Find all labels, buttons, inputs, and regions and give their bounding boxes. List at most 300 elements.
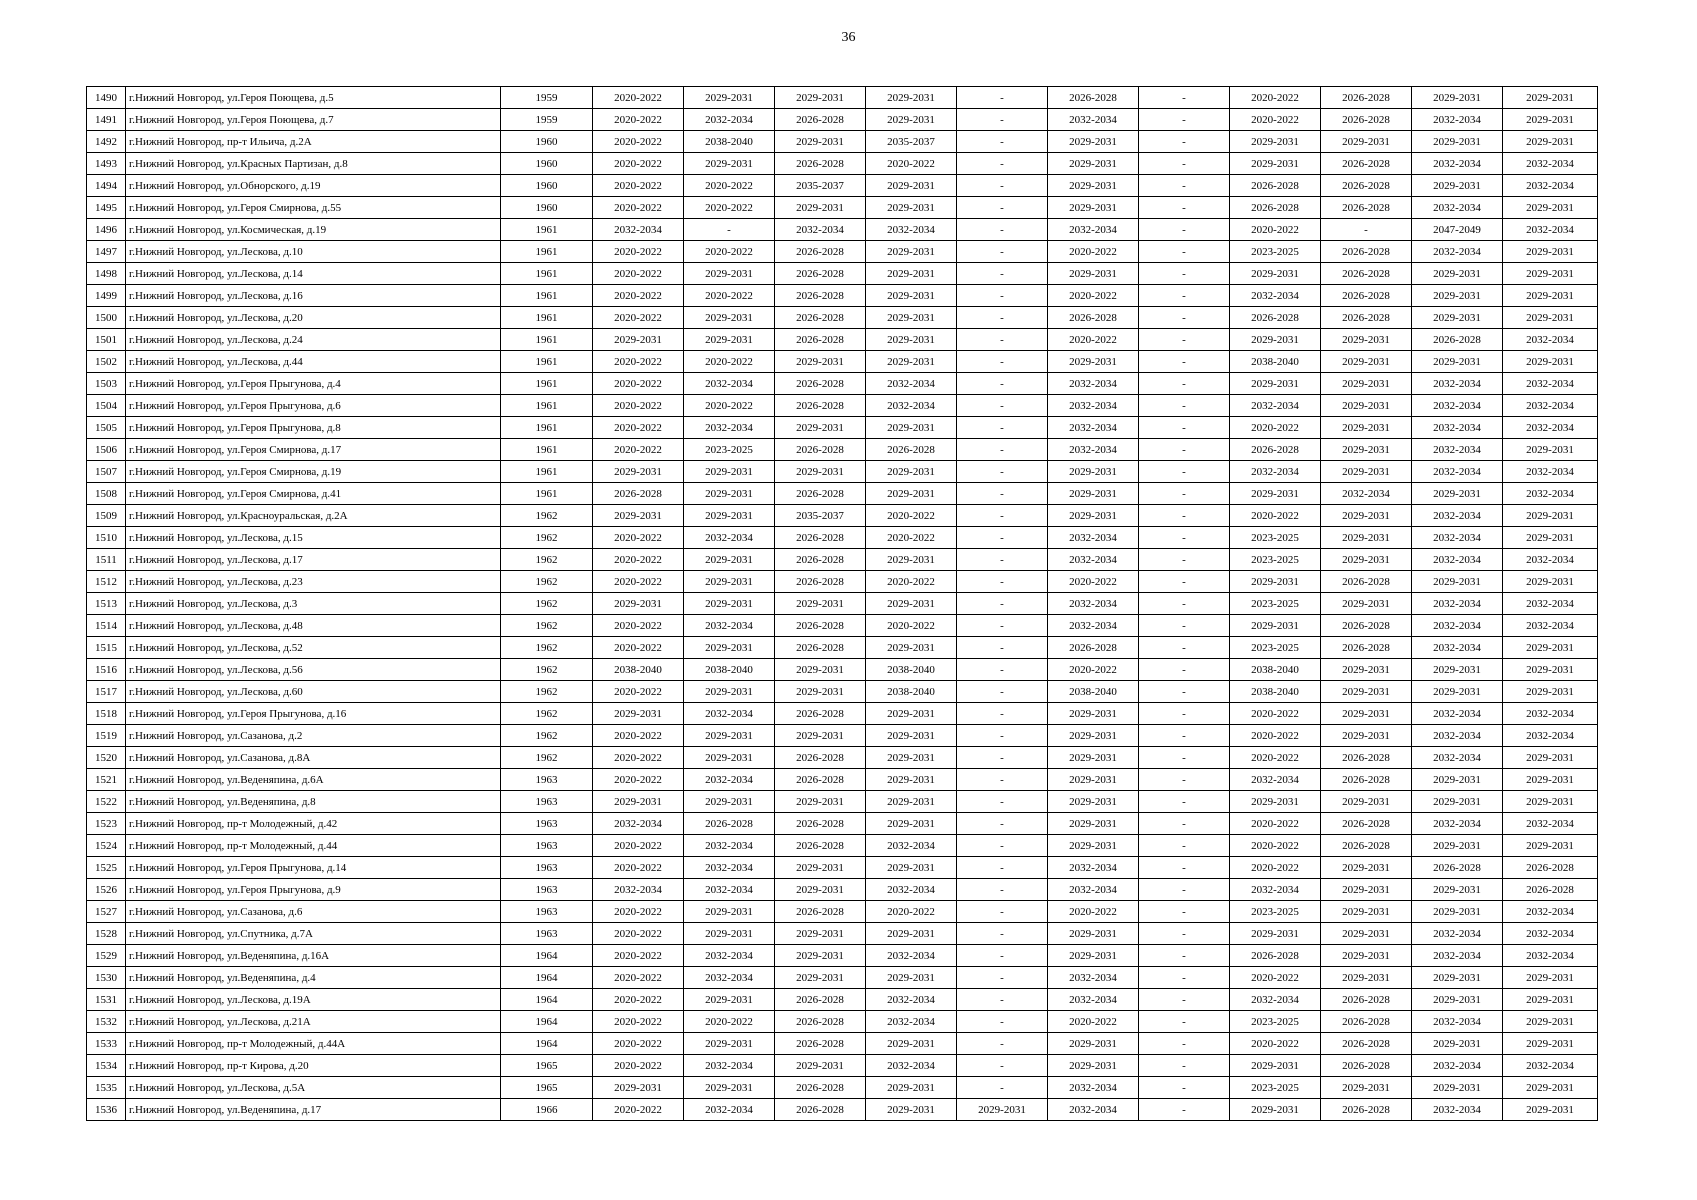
address-cell: г.Нижний Новгород, ул.Героя Прыгунова, д.9: [126, 879, 501, 901]
period-cell: 2032-2034: [1503, 923, 1598, 945]
period-cell: 2020-2022: [593, 1033, 684, 1055]
period-cell: 2032-2034: [1412, 505, 1503, 527]
row-number-cell: 1493: [87, 153, 126, 175]
period-cell: 2029-2031: [1503, 1099, 1598, 1121]
period-cell: 2029-2031: [1321, 505, 1412, 527]
period-cell: 2029-2031: [1321, 1077, 1412, 1099]
period-cell: 2029-2031: [866, 703, 957, 725]
period-cell: 2020-2022: [1048, 1011, 1139, 1033]
period-cell: 2020-2022: [1048, 901, 1139, 923]
period-cell: -: [957, 197, 1048, 219]
row-number-cell: 1517: [87, 681, 126, 703]
period-cell: 2029-2031: [1230, 1099, 1321, 1121]
period-cell: 2032-2034: [1230, 989, 1321, 1011]
year-cell: 1961: [501, 483, 593, 505]
period-cell: 2026-2028: [593, 483, 684, 505]
period-cell: 2035-2037: [775, 505, 866, 527]
period-cell: -: [1139, 285, 1230, 307]
period-cell: 2029-2031: [866, 329, 957, 351]
period-cell: 2029-2031: [1230, 923, 1321, 945]
period-cell: 2029-2031: [684, 923, 775, 945]
period-cell: 2029-2031: [1048, 197, 1139, 219]
period-cell: 2032-2034: [1412, 1099, 1503, 1121]
period-cell: 2026-2028: [775, 263, 866, 285]
period-cell: 2020-2022: [1230, 417, 1321, 439]
period-cell: 2029-2031: [1048, 131, 1139, 153]
period-cell: 2020-2022: [1230, 725, 1321, 747]
table-row: [87, 1099, 1598, 1121]
period-cell: 2020-2022: [593, 989, 684, 1011]
table-row: [87, 769, 1598, 791]
period-cell: 2029-2031: [866, 549, 957, 571]
period-cell: 2020-2022: [593, 835, 684, 857]
period-cell: 2029-2031: [1503, 307, 1598, 329]
period-cell: -: [1139, 945, 1230, 967]
period-cell: 2029-2031: [775, 681, 866, 703]
period-cell: 2032-2034: [866, 989, 957, 1011]
period-cell: 2026-2028: [1048, 87, 1139, 109]
period-cell: 2029-2031: [1321, 857, 1412, 879]
period-cell: 2029-2031: [1412, 263, 1503, 285]
period-cell: 2029-2031: [684, 1033, 775, 1055]
period-cell: 2029-2031: [1321, 373, 1412, 395]
period-cell: 2032-2034: [1321, 483, 1412, 505]
period-cell: 2029-2031: [593, 329, 684, 351]
period-cell: 2032-2034: [1048, 417, 1139, 439]
period-cell: -: [957, 615, 1048, 637]
period-cell: 2020-2022: [684, 197, 775, 219]
period-cell: 2029-2031: [1503, 263, 1598, 285]
period-cell: 2026-2028: [866, 439, 957, 461]
year-cell: 1962: [501, 637, 593, 659]
period-cell: 2029-2031: [1503, 527, 1598, 549]
period-cell: -: [1139, 901, 1230, 923]
period-cell: 2032-2034: [1503, 461, 1598, 483]
period-cell: 2029-2031: [1503, 1011, 1598, 1033]
period-cell: 2029-2031: [1412, 285, 1503, 307]
period-cell: 2032-2034: [1412, 395, 1503, 417]
period-cell: 2026-2028: [1230, 175, 1321, 197]
period-cell: -: [1139, 1055, 1230, 1077]
year-cell: 1962: [501, 571, 593, 593]
period-cell: 2029-2031: [593, 791, 684, 813]
period-cell: 2029-2031: [775, 659, 866, 681]
period-cell: 2029-2031: [1230, 373, 1321, 395]
period-cell: 2029-2031: [1321, 527, 1412, 549]
period-cell: 2035-2037: [866, 131, 957, 153]
table-row: [87, 637, 1598, 659]
period-cell: 2032-2034: [684, 945, 775, 967]
year-cell: 1962: [501, 681, 593, 703]
period-cell: 2020-2022: [1230, 835, 1321, 857]
period-cell: 2026-2028: [1321, 769, 1412, 791]
period-cell: -: [957, 989, 1048, 1011]
period-cell: 2020-2022: [593, 747, 684, 769]
period-cell: 2029-2031: [1048, 747, 1139, 769]
period-cell: 2029-2031: [1321, 901, 1412, 923]
period-cell: 2032-2034: [1503, 417, 1598, 439]
row-number-cell: 1528: [87, 923, 126, 945]
period-cell: 2029-2031: [1412, 967, 1503, 989]
period-cell: 2032-2034: [1503, 593, 1598, 615]
period-cell: 2020-2022: [593, 637, 684, 659]
period-cell: 2032-2034: [1503, 329, 1598, 351]
period-cell: 2035-2037: [775, 175, 866, 197]
period-cell: 2032-2034: [1412, 813, 1503, 835]
period-cell: 2029-2031: [1321, 351, 1412, 373]
period-cell: 2026-2028: [1321, 153, 1412, 175]
period-cell: -: [957, 901, 1048, 923]
period-cell: -: [1139, 747, 1230, 769]
table-row: [87, 153, 1598, 175]
period-cell: 2026-2028: [775, 109, 866, 131]
period-cell: -: [1139, 615, 1230, 637]
period-cell: 2032-2034: [1048, 439, 1139, 461]
address-cell: г.Нижний Новгород, ул.Красных Партизан, д.8: [126, 153, 501, 175]
period-cell: 2026-2028: [1503, 879, 1598, 901]
period-cell: 2029-2031: [1412, 87, 1503, 109]
row-number-cell: 1513: [87, 593, 126, 615]
year-cell: 1961: [501, 439, 593, 461]
period-cell: -: [957, 857, 1048, 879]
period-cell: 2029-2031: [1412, 659, 1503, 681]
period-cell: -: [1139, 263, 1230, 285]
period-cell: -: [957, 923, 1048, 945]
period-cell: 2026-2028: [775, 1033, 866, 1055]
table-row: [87, 131, 1598, 153]
address-cell: г.Нижний Новгород, ул.Героя Смирнова, д.19: [126, 461, 501, 483]
period-cell: 2032-2034: [1503, 153, 1598, 175]
address-cell: г.Нижний Новгород, ул.Лескова, д.60: [126, 681, 501, 703]
row-number-cell: 1518: [87, 703, 126, 725]
year-cell: 1965: [501, 1055, 593, 1077]
year-cell: 1962: [501, 615, 593, 637]
period-cell: -: [957, 527, 1048, 549]
table-row: [87, 329, 1598, 351]
row-number-cell: 1502: [87, 351, 126, 373]
period-cell: -: [957, 879, 1048, 901]
period-cell: 2029-2031: [866, 637, 957, 659]
year-cell: 1959: [501, 87, 593, 109]
row-number-cell: 1512: [87, 571, 126, 593]
period-cell: -: [1139, 219, 1230, 241]
period-cell: 2032-2034: [1503, 175, 1598, 197]
address-cell: г.Нижний Новгород, ул.Лескова, д.19А: [126, 989, 501, 1011]
period-cell: 2032-2034: [866, 1011, 957, 1033]
period-cell: 2032-2034: [1412, 373, 1503, 395]
address-cell: г.Нижний Новгород, ул.Героя Прыгунова, д.14: [126, 857, 501, 879]
row-number-cell: 1499: [87, 285, 126, 307]
period-cell: 2029-2031: [775, 879, 866, 901]
table-row: [87, 373, 1598, 395]
year-cell: 1966: [501, 1099, 593, 1121]
address-cell: г.Нижний Новгород, ул.Лескова, д.10: [126, 241, 501, 263]
period-cell: 2023-2025: [1230, 549, 1321, 571]
table-row: [87, 527, 1598, 549]
period-cell: 2026-2028: [1321, 615, 1412, 637]
address-cell: г.Нижний Новгород, ул.Веденяпина, д.16А: [126, 945, 501, 967]
period-cell: 2029-2031: [1048, 263, 1139, 285]
period-cell: 2029-2031: [1230, 791, 1321, 813]
period-cell: 2032-2034: [1048, 593, 1139, 615]
period-cell: 2029-2031: [684, 1077, 775, 1099]
period-cell: 2032-2034: [1230, 461, 1321, 483]
period-cell: 2020-2022: [593, 241, 684, 263]
address-cell: г.Нижний Новгород, ул.Героя Смирнова, д.55: [126, 197, 501, 219]
row-number-cell: 1510: [87, 527, 126, 549]
period-cell: 2026-2028: [775, 703, 866, 725]
period-cell: 2029-2031: [684, 571, 775, 593]
period-cell: 2026-2028: [775, 483, 866, 505]
row-number-cell: 1532: [87, 1011, 126, 1033]
period-cell: 2026-2028: [775, 439, 866, 461]
period-cell: 2029-2031: [593, 593, 684, 615]
period-cell: 2029-2031: [1048, 769, 1139, 791]
period-cell: -: [1139, 659, 1230, 681]
period-cell: -: [1139, 175, 1230, 197]
table-row: [87, 109, 1598, 131]
period-cell: 2032-2034: [866, 373, 957, 395]
period-cell: 2029-2031: [684, 461, 775, 483]
period-cell: 2029-2031: [775, 857, 866, 879]
table-row: [87, 351, 1598, 373]
row-number-cell: 1536: [87, 1099, 126, 1121]
period-cell: 2029-2031: [1503, 285, 1598, 307]
year-cell: 1964: [501, 945, 593, 967]
period-cell: 2029-2031: [1230, 329, 1321, 351]
period-cell: 2020-2022: [1230, 87, 1321, 109]
period-cell: -: [1139, 329, 1230, 351]
row-number-cell: 1498: [87, 263, 126, 285]
address-cell: г.Нижний Новгород, ул.Лескова, д.17: [126, 549, 501, 571]
period-cell: -: [1139, 483, 1230, 505]
period-cell: 2020-2022: [593, 351, 684, 373]
period-cell: 2029-2031: [866, 813, 957, 835]
period-cell: 2032-2034: [866, 879, 957, 901]
period-cell: 2029-2031: [593, 461, 684, 483]
period-cell: 2026-2028: [775, 1099, 866, 1121]
period-cell: 2020-2022: [684, 241, 775, 263]
period-cell: 2032-2034: [1412, 945, 1503, 967]
period-cell: 2029-2031: [1412, 879, 1503, 901]
period-cell: 2026-2028: [1321, 197, 1412, 219]
period-cell: 2029-2031: [1503, 241, 1598, 263]
period-cell: 2032-2034: [1048, 219, 1139, 241]
period-cell: 2029-2031: [1412, 307, 1503, 329]
year-cell: 1962: [501, 725, 593, 747]
year-cell: 1963: [501, 769, 593, 791]
period-cell: 2026-2028: [775, 901, 866, 923]
period-cell: 2020-2022: [593, 153, 684, 175]
row-number-cell: 1535: [87, 1077, 126, 1099]
period-cell: 2029-2031: [775, 131, 866, 153]
period-cell: 2029-2031: [684, 725, 775, 747]
year-cell: 1964: [501, 967, 593, 989]
year-cell: 1962: [501, 527, 593, 549]
period-cell: 2029-2031: [684, 307, 775, 329]
period-cell: 2026-2028: [775, 637, 866, 659]
period-cell: 2029-2031: [775, 351, 866, 373]
period-cell: 2029-2031: [866, 1077, 957, 1099]
row-number-cell: 1496: [87, 219, 126, 241]
period-cell: 2029-2031: [684, 549, 775, 571]
period-cell: 2032-2034: [1503, 901, 1598, 923]
row-number-cell: 1527: [87, 901, 126, 923]
address-cell: г.Нижний Новгород, ул.Лескова, д.23: [126, 571, 501, 593]
period-cell: 2029-2031: [775, 923, 866, 945]
period-cell: 2026-2028: [1321, 307, 1412, 329]
period-cell: 2029-2031: [1048, 725, 1139, 747]
year-cell: 1961: [501, 219, 593, 241]
table-row: [87, 659, 1598, 681]
page-number: 36: [841, 30, 856, 45]
period-cell: 2032-2034: [684, 769, 775, 791]
address-cell: г.Нижний Новгород, ул.Сазанова, д.8А: [126, 747, 501, 769]
table-row: [87, 461, 1598, 483]
period-cell: 2029-2031: [684, 263, 775, 285]
period-cell: -: [1139, 307, 1230, 329]
period-cell: 2020-2022: [1230, 219, 1321, 241]
address-cell: г.Нижний Новгород, ул.Сазанова, д.6: [126, 901, 501, 923]
address-cell: г.Нижний Новгород, ул.Веденяпина, д.8: [126, 791, 501, 813]
table-row: [87, 417, 1598, 439]
table-row: [87, 681, 1598, 703]
row-number-cell: 1530: [87, 967, 126, 989]
period-cell: -: [957, 439, 1048, 461]
period-cell: 2023-2025: [1230, 637, 1321, 659]
table-row: [87, 857, 1598, 879]
period-cell: 2020-2022: [593, 527, 684, 549]
address-cell: г.Нижний Новгород, ул.Героя Прыгунова, д.16: [126, 703, 501, 725]
period-cell: 2023-2025: [1230, 527, 1321, 549]
year-cell: 1963: [501, 879, 593, 901]
period-cell: 2029-2031: [1503, 351, 1598, 373]
period-cell: 2026-2028: [775, 1077, 866, 1099]
period-cell: 2029-2031: [775, 461, 866, 483]
period-cell: 2032-2034: [1503, 945, 1598, 967]
table-row: [87, 439, 1598, 461]
period-cell: -: [957, 263, 1048, 285]
year-cell: 1961: [501, 285, 593, 307]
period-cell: -: [957, 747, 1048, 769]
year-cell: 1960: [501, 175, 593, 197]
period-cell: 2020-2022: [1230, 857, 1321, 879]
period-cell: -: [1139, 593, 1230, 615]
period-cell: 2032-2034: [684, 527, 775, 549]
period-cell: 2029-2031: [775, 87, 866, 109]
period-cell: 2026-2028: [1048, 637, 1139, 659]
period-cell: -: [1139, 1099, 1230, 1121]
table-row: [87, 703, 1598, 725]
period-cell: -: [1139, 989, 1230, 1011]
period-cell: 2029-2031: [866, 263, 957, 285]
period-cell: -: [1139, 571, 1230, 593]
period-cell: -: [1139, 923, 1230, 945]
period-cell: 2032-2034: [1412, 923, 1503, 945]
period-cell: 2026-2028: [1230, 439, 1321, 461]
table-row: [87, 395, 1598, 417]
period-cell: 2029-2031: [1503, 439, 1598, 461]
period-cell: -: [957, 791, 1048, 813]
period-cell: 2026-2028: [1321, 87, 1412, 109]
period-cell: 2020-2022: [593, 615, 684, 637]
period-cell: -: [957, 593, 1048, 615]
period-cell: 2029-2031: [684, 505, 775, 527]
period-cell: 2029-2031: [1321, 659, 1412, 681]
period-cell: 2026-2028: [775, 769, 866, 791]
table-row: [87, 901, 1598, 923]
address-cell: г.Нижний Новгород, ул.Веденяпина, д.17: [126, 1099, 501, 1121]
period-cell: 2032-2034: [1230, 395, 1321, 417]
period-cell: 2029-2031: [684, 637, 775, 659]
period-cell: 2020-2022: [593, 197, 684, 219]
period-cell: 2032-2034: [1503, 373, 1598, 395]
period-cell: 2023-2025: [684, 439, 775, 461]
year-cell: 1962: [501, 549, 593, 571]
period-cell: 2020-2022: [866, 615, 957, 637]
address-cell: г.Нижний Новгород, ул.Лескова, д.24: [126, 329, 501, 351]
period-cell: -: [957, 373, 1048, 395]
period-cell: 2029-2031: [1503, 769, 1598, 791]
period-cell: 2029-2031: [684, 901, 775, 923]
period-cell: 2029-2031: [866, 197, 957, 219]
period-cell: 2038-2040: [866, 681, 957, 703]
period-cell: 2026-2028: [1321, 1099, 1412, 1121]
period-cell: 2029-2031: [1412, 131, 1503, 153]
period-cell: 2020-2022: [593, 923, 684, 945]
period-cell: 2020-2022: [593, 571, 684, 593]
period-cell: -: [1139, 681, 1230, 703]
period-cell: 2032-2034: [1412, 527, 1503, 549]
period-cell: 2032-2034: [1048, 395, 1139, 417]
period-cell: 2032-2034: [1048, 857, 1139, 879]
period-cell: 2029-2031: [1321, 131, 1412, 153]
period-cell: 2029-2031: [775, 593, 866, 615]
period-cell: 2026-2028: [1321, 241, 1412, 263]
period-cell: 2026-2028: [1230, 945, 1321, 967]
period-cell: -: [957, 549, 1048, 571]
period-cell: 2020-2022: [866, 901, 957, 923]
period-cell: 2020-2022: [866, 527, 957, 549]
period-cell: 2029-2031: [1412, 483, 1503, 505]
address-cell: г.Нижний Новгород, ул.Веденяпина, д.6А: [126, 769, 501, 791]
period-cell: 2032-2034: [1412, 549, 1503, 571]
period-cell: -: [957, 329, 1048, 351]
period-cell: 2029-2031: [1412, 175, 1503, 197]
table-row: [87, 1011, 1598, 1033]
address-cell: г.Нижний Новгород, ул.Лескова, д.5А: [126, 1077, 501, 1099]
period-cell: 2026-2028: [775, 989, 866, 1011]
period-cell: 2032-2034: [1412, 439, 1503, 461]
period-cell: 2029-2031: [866, 725, 957, 747]
period-cell: 2038-2040: [1230, 659, 1321, 681]
year-cell: 1961: [501, 373, 593, 395]
period-cell: 2029-2031: [1412, 835, 1503, 857]
year-cell: 1959: [501, 109, 593, 131]
period-cell: 2029-2031: [1321, 461, 1412, 483]
period-cell: 2029-2031: [1503, 835, 1598, 857]
period-cell: 2023-2025: [1230, 241, 1321, 263]
period-cell: -: [957, 505, 1048, 527]
period-cell: 2032-2034: [593, 813, 684, 835]
period-cell: 2029-2031: [1503, 967, 1598, 989]
period-cell: 2029-2031: [593, 703, 684, 725]
row-number-cell: 1514: [87, 615, 126, 637]
period-cell: 2029-2031: [1503, 659, 1598, 681]
year-cell: 1962: [501, 505, 593, 527]
period-cell: 2026-2028: [775, 285, 866, 307]
period-cell: 2029-2031: [1230, 131, 1321, 153]
